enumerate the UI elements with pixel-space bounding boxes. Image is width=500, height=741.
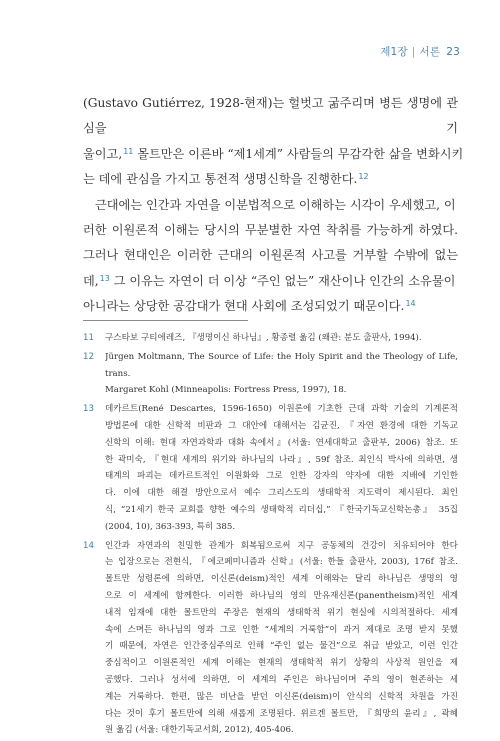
footnote-13 bbox=[83, 401, 458, 535]
footnote-line: 공했다. 그러나 성서에 의하면, 이 세계의 주인은 하나님이며 주의 영이 현존하는 세 bbox=[105, 674, 458, 685]
footnote-ref-13[interactable]: 13 bbox=[99, 273, 110, 283]
footnote-line: 원 옮김 (서울: 대한기독교서회, 2012), 405-406. bbox=[105, 725, 294, 736]
footnote-line: 인간과 자연과의 친밀한 관계가 회복됨으로써 지구 공동체의 건강이 치유되어야 한다 bbox=[105, 540, 458, 551]
footnote-ref-12[interactable]: 12 bbox=[358, 172, 369, 182]
text-line: (Gustavo Gutiérrez, 1928-현재)는 헐벗고 굶주리며 병든 생명에 관심을 기 bbox=[83, 96, 458, 136]
footnote-line: 속에 스며든 하나님의 영과 그로 인한 “세계의 거룩함”이 과거 제대로 조명 받지 못했 bbox=[105, 624, 458, 635]
footnote-line: 태계의 파괴는 데카르트적인 이원화와 그로 인한 강자의 약자에 대한 지배에 기인한 bbox=[105, 471, 458, 482]
footnote-line: 다는 것이 후기 몰트만에 의해 새롭게 조명된다. 위르겐 몰트만, 『희망의 윤리』, 곽혜 bbox=[105, 708, 458, 719]
footnote-line: Margaret Kohl (Minneapolis: Fortress Press, 1997), 18. bbox=[105, 385, 347, 396]
footnotes bbox=[83, 330, 458, 741]
footnote-line: 내적 임재에 대한 몰트만의 주장은 현재의 생태학적 위기 현실에 시의적절하다. 세계 bbox=[105, 607, 458, 618]
footnote-14 bbox=[83, 538, 458, 740]
footnote-line: 으로 이 세계에 함께한다. 이러한 하나님의 영의 만유재신론(panentheism)적인 세계 bbox=[105, 590, 458, 601]
text-line: 울이고,$^{11}$ 몰트만은 이른바 “제1세계” 사람들의 무감각한 삶을 변화시키 bbox=[83, 146, 464, 161]
chapter-label: 제1장 bbox=[380, 46, 408, 58]
footnote-line: 한 곽미숙, 『현대 세계의 위기와 하나님의 나라』, 59f 참조. 최인식 박사에 의하면, 생 bbox=[105, 454, 458, 465]
footnote-ref-14[interactable]: 14 bbox=[405, 299, 416, 309]
footnote-number: 14 bbox=[83, 540, 94, 551]
footnote-line: (2004, 10), 363-393, 특히 385. bbox=[105, 521, 236, 532]
footnote-11 bbox=[83, 330, 458, 347]
footnote-line: 데카르트(René Descartes, 1596-1650) 이원론에 기초한 근대 과학 기술의 기계론적 bbox=[105, 404, 458, 415]
text-line: 근대에는 인간과 자연을 이분법적으로 이해하는 시각이 우세했고, 이 bbox=[95, 197, 456, 212]
footnote-line: 는 입장으로는 전현식, 『에코페미니즘과 신학』(서울: 한들 출판사, 2003), 176f 참조. bbox=[105, 557, 458, 568]
footnote-line: 방법론에 대한 신학적 비판과 그 대안에 대해서는 김균진, 『자연 환경에 대한 기독교 bbox=[105, 420, 458, 431]
text-line: 러한 이원론적 이해는 당시의 무분별한 자연 착취를 가능하게 하였다. bbox=[83, 223, 458, 238]
footnote-number: 12 bbox=[83, 351, 94, 362]
text-line: 그러나 현대인은 이러한 근대의 이원론적 사고를 거부할 수밖에 없는 bbox=[83, 248, 458, 263]
footnote-line: 기 때문에, 자연은 인간중심주의로 인해 “주인 없는 물건”으로 취급 받았고, 이런 인간 bbox=[105, 641, 458, 652]
header-separator: | bbox=[411, 46, 416, 58]
footnote-line: 식, “21세기 한국 교회를 향한 예수의 생태학적 리더십,” 『한국기독교신학논총』 35집 bbox=[105, 504, 458, 515]
footnote-12 bbox=[83, 349, 458, 399]
footnote-ref-11[interactable]: 11 bbox=[123, 146, 134, 156]
paragraph-1 bbox=[83, 91, 464, 193]
running-header bbox=[380, 44, 460, 59]
footnote-line: 중심적이고 이원론적인 세계 이해는 현재의 생태학적 위기 상황의 사상적 원인을 제 bbox=[105, 658, 458, 669]
footnote-number: 13 bbox=[83, 404, 94, 415]
text-line: 는 데에 관심을 가지고 통전적 생명신학을 진행한다.$^{12}$ bbox=[83, 172, 369, 187]
text-line: 데,$^{13}$ 그 이유는 자연이 더 이상 “주인 없는” 재산이나 인간의 소유물이 bbox=[83, 273, 456, 288]
text-line: 아니라는 상당한 공감대가 현대 사회에 조성되었기 때문이다.$^{14}$ bbox=[83, 299, 416, 314]
footnote-number: 11 bbox=[83, 333, 94, 343]
paragraph-2 bbox=[83, 193, 458, 320]
section-label: 서론 bbox=[419, 46, 441, 58]
footnote-line: 몰트만 성령론에 의하면, 이신론(deism)적인 세계 이해와는 달리 하나님은 생명의 영 bbox=[105, 574, 458, 585]
page-number: 23 bbox=[446, 46, 460, 58]
body-text bbox=[83, 91, 464, 320]
footnote-line: Jürgen Moltmann, The Source of Life: the Holy Spirit and the Theology of Life, trans. bbox=[105, 351, 458, 379]
footnote-line: 다. 이에 대한 해결 방안으로서 예수 그리스도의 생태학적 지도력이 제시된다. 최인 bbox=[105, 488, 458, 499]
footnote-line: 신학의 이해: 현대 자연과학과 대화 속에서』(서울: 연세대학교 출판부, 2006) 참조. 또 bbox=[105, 437, 458, 448]
footnote-line: 계는 거룩하다. 한편, 많은 비난을 받던 이신론(deism)이 안식의 신학적 차원을 가진 bbox=[105, 691, 458, 702]
footnote-divider bbox=[83, 320, 248, 321]
footnote-line: 구스타보 구티에레즈, 『생명이신 하나님』, 황종렬 옮김 (왜관: 분도 출판사, 1994). bbox=[105, 333, 422, 343]
